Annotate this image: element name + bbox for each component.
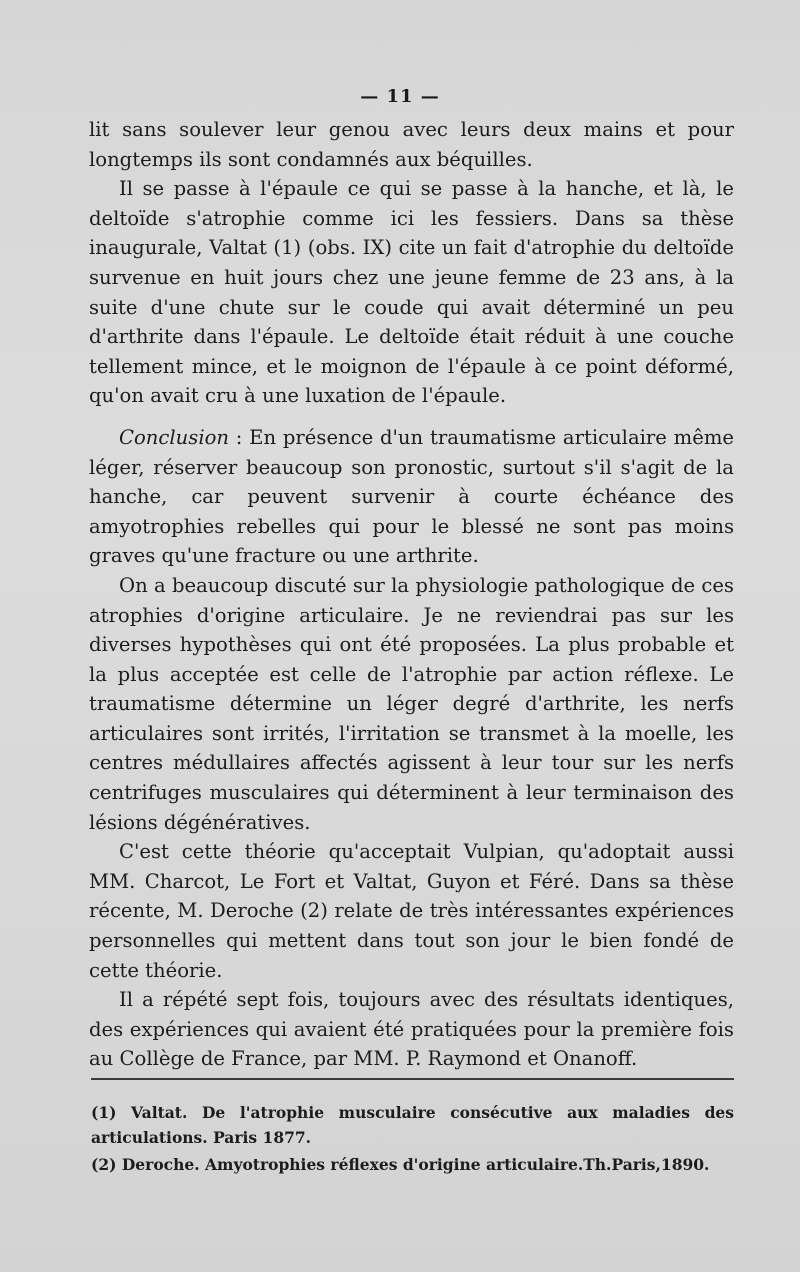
- paragraph-theory: C'est cette théorie qu'acceptait Vulpian, qu'adoptait aussi MM. Charcot, Le Fort et Valtat, Guyon et Féré. Dans sa thèse récente, M. Deroche (2) relate de très intéressantes expériences personnelles qui mettent dans tout son jour le bien fondé de cette théorie.: [89, 840, 734, 982]
- paragraph-experiments: Il a répété sept fois, toujours avec des résultats identiques, des expériences qui avaient été pratiquées pour la première fois au Collège de France, par MM. P. Raymond et Onanoff.: [89, 988, 734, 1071]
- paragraph-physiology: On a beaucoup discuté sur la physiologie pathologique de ces atrophies d'origine articulaire. Je ne reviendrai pas sur les diverses hypothèses qui ont été proposées. La plus probable et la plus acceptée est celle de l'atrophie par action réflexe. Le traumatisme détermine un léger degré d'arthrite, les nerfs articulaires sont irrités, l'irritation se transmet à la moelle, les centres médullaires affectés agissent à leur tour sur les nerfs centrifuges musculaires qui déterminent à leur terminaison des lésions dégénératives.: [89, 573, 734, 834]
- paragraph-conclusion: [89, 423, 734, 571]
- conclusion-label: Conclusion: [119, 425, 230, 449]
- paragraph-continuation: lit sans soulever leur genou avec leurs deux mains et pour longtemps ils sont condamnés aux béquilles.: [89, 118, 734, 171]
- paragraph-shoulder-atrophy: Il se passe à l'épaule ce qui se passe à la hanche, et là, le deltoïde s'atrophie comme ici les fessiers. Dans sa thèse inaugurale, Valtat (1) (obs. IX) cite un fait d'atrophie du deltoïde survenue en huit jours chez une jeune femme de 23 ans, à la suite d'une chute sur le coude qui avait déterminé un peu d'arthrite dans l'épaule. Le deltoïde était réduit à une couche tellement mince, et le moignon de l'épaule à ce point déformé, qu'on avait cru à une luxation de l'épaule.: [89, 177, 734, 408]
- footnote-1: (1) Valtat. De l'atrophie musculaire consécutive aux maladies des articulations. Paris 1877.: [91, 1103, 734, 1147]
- footnote-2: (2) Deroche. Amyotrophies réflexes d'origine articulaire.Th.Paris,1890.: [91, 1155, 710, 1174]
- page-number: — 11 —: [360, 86, 440, 107]
- footnotes: [91, 1100, 734, 1177]
- conclusion-text: : En présence d'un traumatisme articulaire même léger, réserver beaucoup son pronostic, surtout s'il s'agit de la hanche, car peuvent survenir à courte échéance des amyotrophies rebelles qui pour le blessé ne sont pas moins graves qu'une fracture ou une arthrite.: [89, 425, 734, 568]
- footnote-divider: [91, 1078, 734, 1080]
- body-text: [89, 115, 734, 1074]
